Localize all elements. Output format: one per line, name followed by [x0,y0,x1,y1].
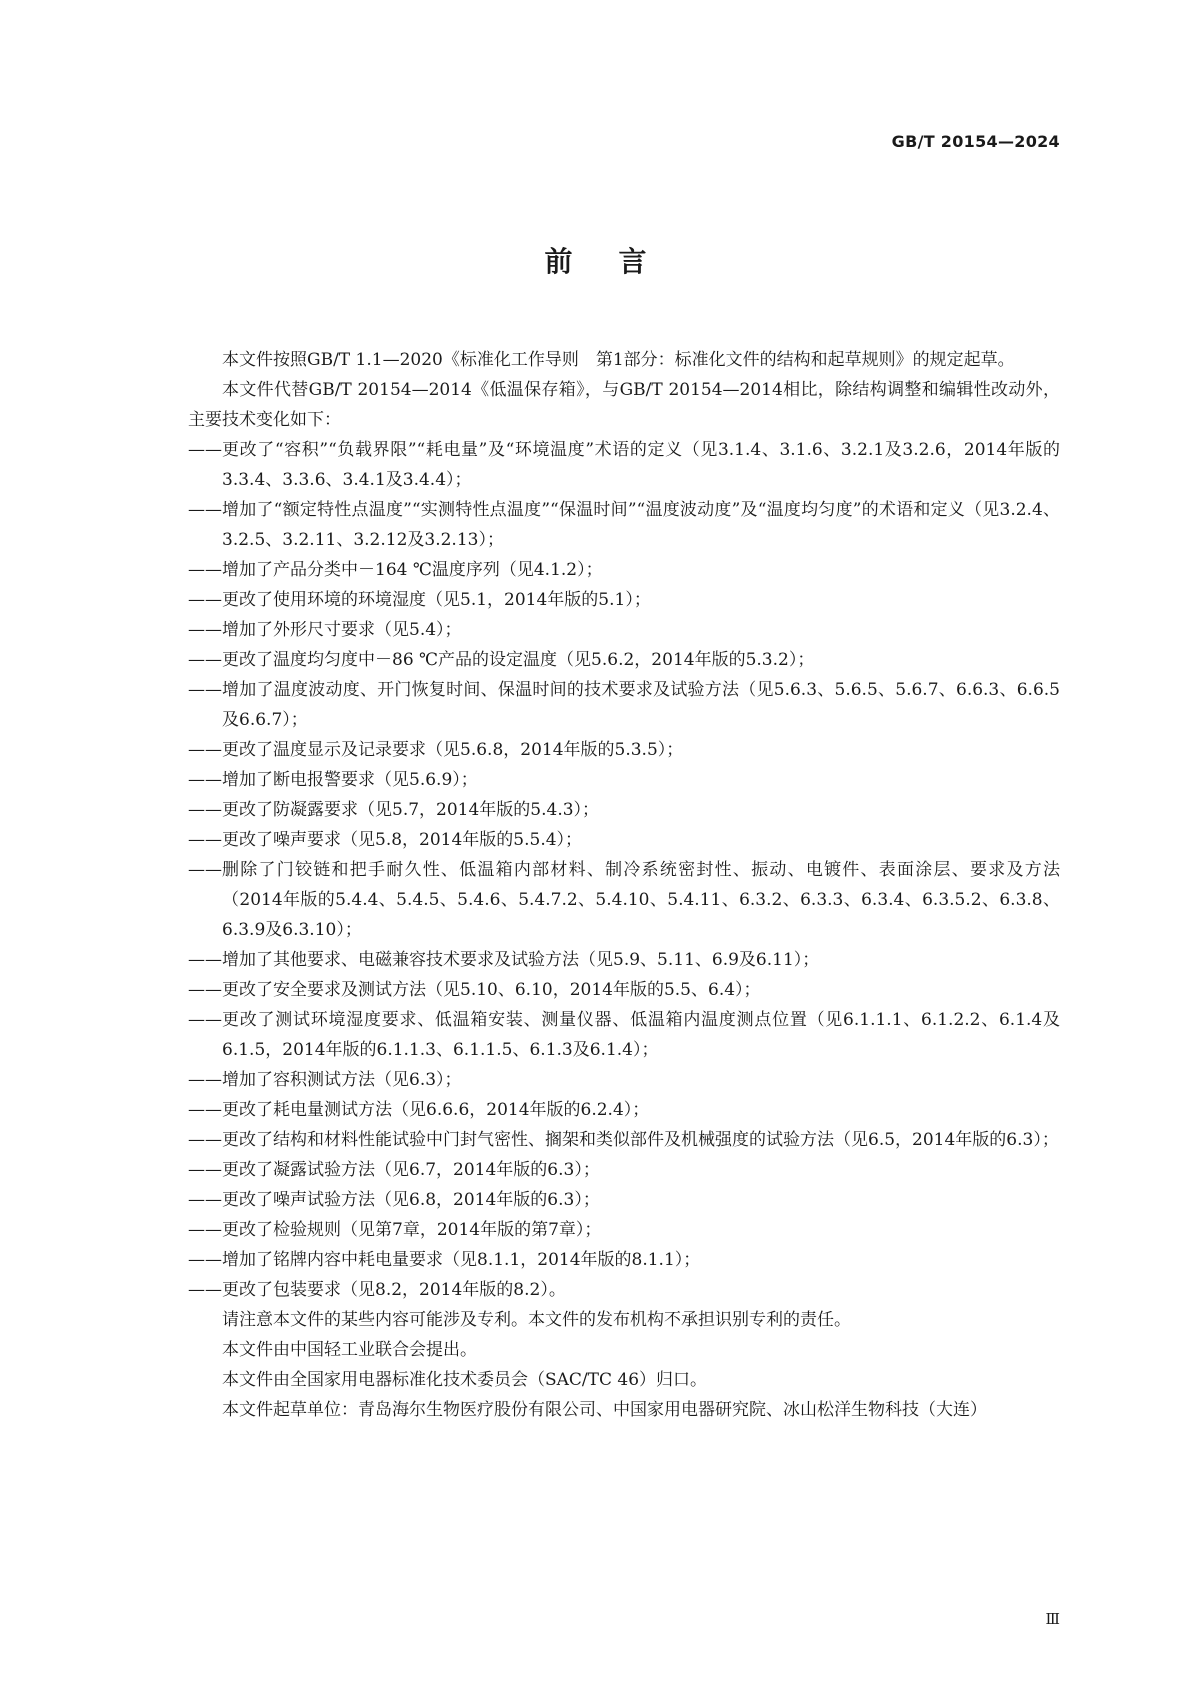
list-dash: —— [188,1070,222,1090]
change-item-text: 增加了容积测试方法（见6.3）； [222,1070,462,1090]
document-body [188,345,1060,1425]
change-item-text: 增加了铭牌内容中耗电量要求（见8.1.1，2014年版的8.1.1）； [222,1250,701,1270]
intro-paragraph: 本文件代替GB/T 20154—2014《低温保存箱》，与GB/T 20154—2014相比，除结构调整和编辑性改动外，主要技术变化如下： [188,380,1060,430]
list-dash: —— [188,680,222,700]
list-dash: —— [188,1010,222,1030]
change-item [188,1155,1060,1185]
list-dash: —— [188,650,222,670]
list-dash: —— [188,950,222,970]
change-item-text: 增加了断电报警要求（见5.6.9）； [222,770,478,790]
change-item [188,435,1060,495]
change-item [188,975,1060,1005]
change-list [188,435,1060,1305]
change-item-text: 更改了防凝露要求（见5.7，2014年版的5.4.3）； [222,800,600,820]
list-dash: —— [188,980,222,1000]
list-dash: —— [188,500,222,520]
change-item-text: 更改了噪声试验方法（见6.8，2014年版的6.3）； [222,1190,600,1210]
change-item-text: 增加了外形尺寸要求（见5.4）； [222,620,462,640]
change-item-text: 增加了产品分类中－164 ℃温度序列（见4.1.2）； [222,560,603,580]
page-title: 前言 [544,245,693,278]
closing-paragraph: 本文件起草单位：青岛海尔生物医疗股份有限公司、中国家用电器研究院、冰山松洋生物科技（大连） [222,1400,987,1420]
list-dash: —— [188,830,222,850]
list-dash: —— [188,590,222,610]
change-item [188,1215,1060,1245]
closing-paragraph: 本文件由全国家用电器标准化技术委员会（SAC/TC 46）归口。 [222,1370,708,1390]
change-item [188,795,1060,825]
change-item [188,735,1060,765]
change-item-text: 更改了温度均匀度中－86 ℃产品的设定温度（见5.6.2，2014年版的5.3.2）； [222,650,815,670]
change-item [188,1095,1060,1125]
change-item-text: 更改了安全要求及测试方法（见5.10、6.10，2014年版的5.5、6.4）； [222,980,761,1000]
list-dash: —— [188,1220,222,1240]
change-item-text: 更改了检验规则（见第7章，2014年版的第7章）； [222,1220,602,1240]
change-item-text: 更改了温度显示及记录要求（见5.6.8，2014年版的5.3.5）； [222,740,684,760]
change-item [188,855,1060,945]
change-item [188,585,1060,615]
standard-code: GB/T 20154—2024 [891,132,1060,151]
change-item-text: 更改了耗电量测试方法（见6.6.6，2014年版的6.2.4）； [222,1100,650,1120]
list-dash: —— [188,1280,222,1300]
change-item [188,1275,1060,1305]
page-number: Ⅲ [1045,1610,1060,1628]
change-item [188,1005,1060,1065]
change-item [188,555,1060,585]
closing-paragraph: 本文件由中国轻工业联合会提出。 [222,1340,477,1360]
change-item [188,675,1060,735]
change-item-text: 更改了“容积”“负载界限”“耗电量”及“环境温度”术语的定义（见3.1.4、3.1.6、3.2.1及3.2.6，2014年版的3.3.4、3.3.6、3.4.1及3.4.4）； [222,440,1060,490]
change-item [188,1125,1060,1155]
list-dash: —— [188,800,222,820]
list-dash: —— [188,770,222,790]
change-item-text: 更改了结构和材料性能试验中门封气密性、搁架和类似部件及机械强度的试验方法（见6.5，2014年版的6.3）； [222,1130,1059,1150]
change-item-text: 更改了噪声要求（见5.8，2014年版的5.5.4）； [222,830,583,850]
change-item [188,1065,1060,1095]
change-item-text: 更改了凝露试验方法（见6.7，2014年版的6.3）； [222,1160,600,1180]
change-item-text: 更改了使用环境的环境湿度（见5.1，2014年版的5.1）； [222,590,651,610]
change-item [188,1185,1060,1215]
list-dash: —— [188,620,222,640]
change-item-text: 删除了门铰链和把手耐久性、低温箱内部材料、制冷系统密封性、振动、电镀件、表面涂层、要求及方法（2014年版的5.4.4、5.4.5、5.4.6、5.4.7.2、5.4.10、5.4.11、6.3.2、6.3.3、6.3.4、6.3.5.2、6.3.8、6.3.9及6.3.10）； [222,860,1060,940]
list-dash: —— [188,560,222,580]
list-dash: —— [188,1130,222,1150]
intro-paragraph: 本文件按照GB/T 1.1—2020《标准化工作导则 第1部分：标准化文件的结构和起草规则》的规定起草。 [222,350,1015,370]
change-item [188,765,1060,795]
change-item [188,1245,1060,1275]
list-dash: —— [188,1100,222,1120]
change-item [188,945,1060,975]
list-dash: —— [188,860,222,880]
change-item [188,645,1060,675]
closing-paragraph: 请注意本文件的某些内容可能涉及专利。本文件的发布机构不承担识别专利的责任。 [222,1310,851,1330]
change-item-text: 更改了测试环境湿度要求、低温箱安装、测量仪器、低温箱内温度测点位置（见6.1.1.1、6.1.2.2、6.1.4及6.1.5，2014年版的6.1.1.3、6.1.1.5、6.1.3及6.1.4）； [222,1010,1060,1060]
change-item [188,615,1060,645]
list-dash: —— [188,1250,222,1270]
change-item [188,825,1060,855]
change-item [188,495,1060,555]
list-dash: —— [188,740,222,760]
change-item-text: 增加了其他要求、电磁兼容技术要求及试验方法（见5.9、5.11、6.9及6.11）； [222,950,820,970]
list-dash: —— [188,440,222,460]
change-item-text: 增加了温度波动度、开门恢复时间、保温时间的技术要求及试验方法（见5.6.3、5.6.5、5.6.7、6.6.3、6.6.5及6.6.7）； [222,680,1060,730]
change-item-text: 增加了“额定特性点温度”“实测特性点温度”“保温时间”“温度波动度”及“温度均匀度”的术语和定义（见3.2.4、3.2.5、3.2.11、3.2.12及3.2.13）； [222,500,1060,550]
list-dash: —— [188,1190,222,1210]
change-item-text: 更改了包装要求（见8.2，2014年版的8.2）。 [222,1280,566,1300]
list-dash: —— [188,1160,222,1180]
